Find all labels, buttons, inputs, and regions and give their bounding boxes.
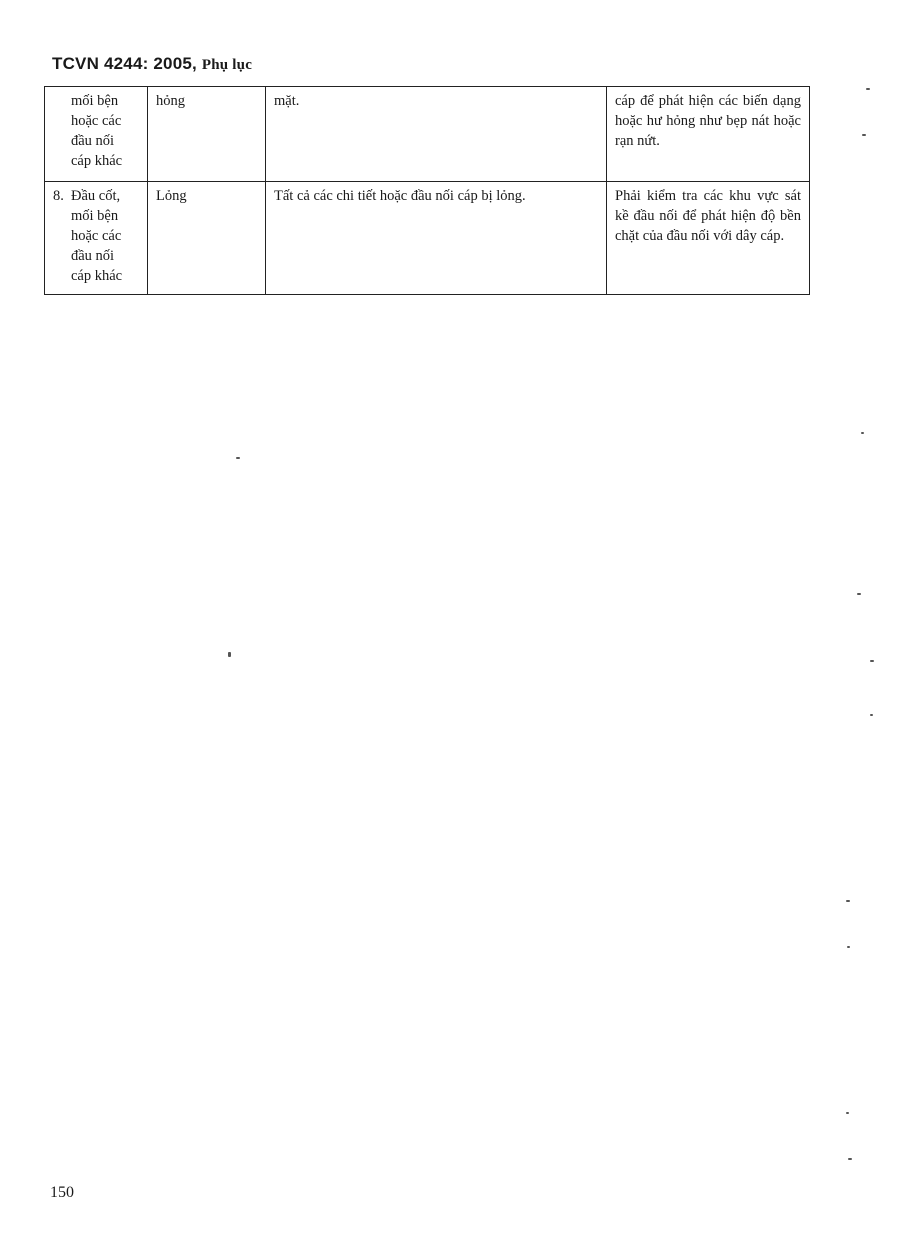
cell-line: hoặc các	[71, 228, 122, 244]
cell-line: đầu nối	[71, 133, 115, 149]
scan-speck	[846, 900, 850, 902]
scan-speck	[228, 652, 231, 657]
table-row	[45, 182, 810, 295]
scan-speck	[846, 1112, 849, 1114]
section-label: Phụ lục	[201, 57, 253, 73]
cell-line: Đầu cốt,	[71, 188, 121, 204]
inspection-table	[44, 86, 810, 295]
cell-method: cáp để phát hiện các biến dạng hoặc hư hỏng như bẹp nát hoặc rạn nứt.	[607, 87, 810, 182]
cell-component	[45, 182, 148, 295]
cell-line: đầu nối	[71, 248, 115, 264]
cell-defect: Lỏng	[148, 182, 266, 295]
cell-line: mối bện	[71, 93, 119, 109]
scan-speck	[857, 593, 861, 595]
cell-method: Phải kiểm tra các khu vực sát kề đầu nối để phát hiện độ bền chặt của đầu nối với dây cáp.	[607, 182, 810, 295]
scan-speck	[870, 660, 874, 662]
scan-speck	[866, 88, 870, 90]
item-number: 8.	[53, 188, 64, 204]
scan-speck	[862, 134, 866, 136]
cell-line: cáp khác	[71, 153, 123, 169]
cell-defect: hỏng	[148, 87, 266, 182]
cell-line: cáp khác	[71, 268, 123, 284]
cell-component	[45, 87, 148, 182]
scan-speck	[848, 1158, 852, 1160]
cell-line: hoặc các	[71, 113, 122, 129]
table-row	[45, 87, 810, 182]
standard-code: TCVN 4244: 2005,	[52, 54, 197, 73]
scan-speck	[847, 946, 850, 948]
page-number: 150	[50, 1184, 74, 1201]
scan-speck	[870, 714, 873, 716]
cell-description: Tất cả các chi tiết hoặc đầu nối cáp bị lỏng.	[266, 182, 607, 295]
scan-speck	[861, 432, 864, 434]
cell-line: mối bện	[71, 208, 119, 224]
cell-description: mặt.	[266, 87, 607, 182]
scan-speck	[236, 457, 240, 459]
page-header	[52, 54, 252, 74]
